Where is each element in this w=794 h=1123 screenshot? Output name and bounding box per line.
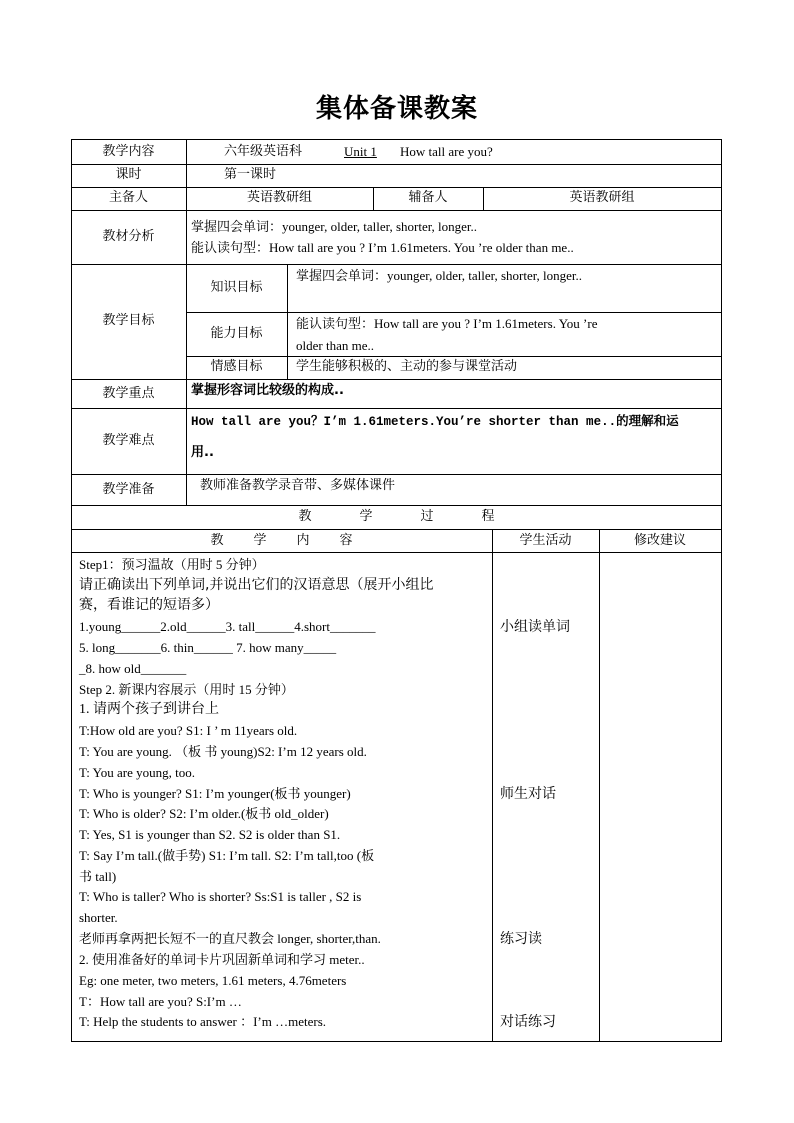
- preparation-value: 教师准备教学录音带、多媒体课件: [200, 478, 396, 493]
- process-line: 2. 使用准备好的单词卡片巩固新单词和学习 meter..: [79, 952, 365, 967]
- process-line: Step 2. 新课内容展示（用时 15 分钟）: [79, 682, 294, 697]
- knowledge-value: 掌握四会单词：younger, older, taller, shorter, longer..: [296, 268, 583, 283]
- key-points-label: 教学重点: [102, 386, 155, 401]
- process-line: T: Help the students to answer ：I’m …meters.: [79, 1014, 327, 1029]
- period-value: 第一课时: [224, 167, 277, 182]
- key-points-value: 掌握形容词比较级的构成..: [191, 383, 344, 398]
- difficulties-line-2: 用..: [191, 445, 214, 460]
- col-content-header: 教学内容: [210, 533, 383, 548]
- process-line: T：How tall are you? S:I’m …: [79, 994, 242, 1009]
- analysis-label: 教材分析: [102, 229, 155, 244]
- difficulties-label: 教学难点: [102, 433, 155, 448]
- process-line: 请正确读出下列单词,并说出它们的汉语意思（展开小组比: [79, 577, 434, 593]
- process-line: Eg: one meter, two meters, 1.61 meters, 4.76meters: [79, 973, 347, 988]
- process-line: T: Say I’m tall.(做手势) S1: I’m tall. S2: I’m tall,too (板: [79, 848, 375, 863]
- goals-label: 教学目标: [102, 313, 155, 328]
- col-suggest-header: 修改建议: [633, 533, 686, 548]
- assist-value: 英语教研组: [569, 190, 635, 205]
- analysis-line-1: 掌握四会单词：younger, older, taller, shorter, longer..: [191, 219, 478, 234]
- process-line: shorter.: [79, 910, 118, 925]
- emotion-label: 情感目标: [210, 359, 263, 374]
- process-line: 1. 请两个孩子到讲台上: [79, 702, 219, 717]
- ability-line-2: older than me..: [296, 338, 374, 353]
- activity-item: 对话练习: [500, 1014, 556, 1030]
- process-line: T: Who is taller? Who is shorter? Ss:S1 is taller , S2 is: [79, 889, 362, 904]
- activity-item: 练习读: [500, 931, 542, 947]
- activity-item: 师生对话: [500, 786, 556, 802]
- process-line: T: You are young, too.: [79, 765, 195, 780]
- process-line: _8. how old_______: [79, 661, 187, 676]
- difficulties-line-1: How tall are you？I’m 1.61meters.You’re shorter than me..的理解和运: [191, 415, 679, 429]
- process-line: 5. long_______6. thin______ 7. how many_____: [79, 640, 337, 655]
- ability-line-1: 能认读句型：How tall are you ? I’m 1.61meters. You ’re: [296, 316, 598, 331]
- lead-value: 英语教研组: [246, 190, 312, 205]
- process-title: 教学过程: [298, 509, 543, 524]
- document-title: 集体备课教案: [315, 94, 478, 124]
- assist-label: 辅备人: [408, 190, 448, 205]
- period-label: 课时: [115, 167, 142, 182]
- process-line: T:How old are you? S1: I ’ m 11years old.: [79, 723, 298, 738]
- preparation-label: 教学准备: [102, 482, 155, 497]
- process-line: 书 tall): [79, 869, 117, 884]
- lesson-title: How tall are you?: [400, 144, 493, 159]
- process-line: T: Yes, S1 is younger than S2. S2 is older than S1.: [79, 827, 341, 842]
- unit-label: Unit 1: [344, 144, 377, 159]
- process-line: T: You are young. （板 书 young)S2: I’m 12 years old.: [79, 744, 367, 759]
- analysis-line-2: 能认读句型：How tall are you ? I’m 1.61meters. You ’re older than me..: [191, 240, 574, 255]
- knowledge-label: 知识目标: [210, 280, 263, 295]
- process-line: T: Who is older? S2: I’m older.(板书 old_older): [79, 806, 329, 821]
- col-student-header: 学生活动: [519, 533, 572, 548]
- process-line: 1.young______2.old______3. tall______4.short_______: [79, 619, 376, 634]
- lead-label: 主备人: [108, 190, 148, 205]
- process-line: T: Who is younger? S1: I’m younger(板书 younger): [79, 786, 351, 801]
- content-label: 教学内容: [102, 144, 155, 159]
- process-line: 老师再拿两把长短不一的直尺教会 longer, shorter,than.: [79, 931, 381, 946]
- process-line: Step1：预习温故（用时 5 分钟）: [79, 557, 265, 572]
- ability-label: 能力目标: [210, 326, 263, 341]
- process-line: 赛，看谁记的短语多）: [79, 597, 219, 613]
- subject: 六年级英语科: [224, 144, 303, 159]
- activity-item: 小组读单词: [500, 619, 570, 635]
- emotion-value: 学生能够积极的、主动的参与课堂活动: [296, 359, 518, 374]
